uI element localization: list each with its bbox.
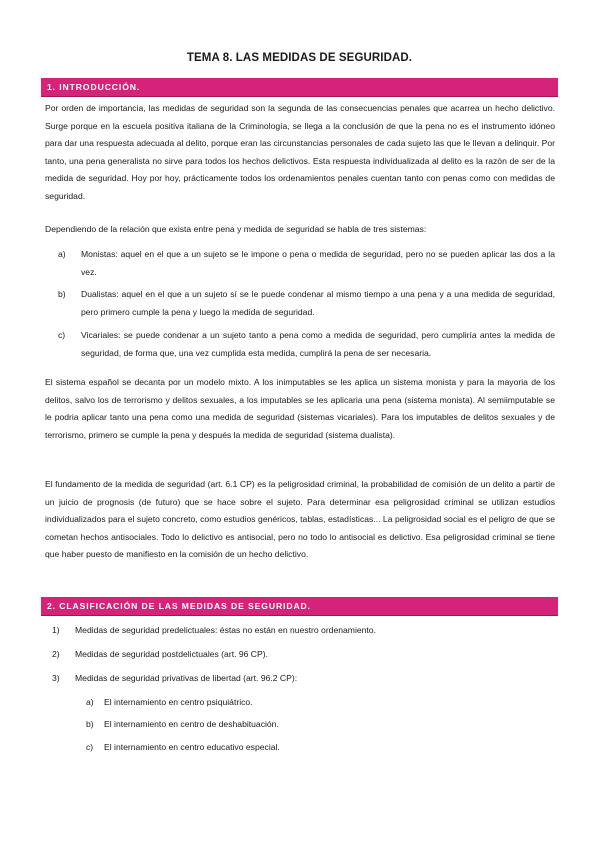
- section-heading-introduccion: [41, 78, 558, 97]
- section-heading-label: 1. INTRODUCCIÓN.: [47, 82, 141, 92]
- list-item-postdelictuales: [52, 646, 549, 664]
- section-heading-label: 2. CLASIFICACIÓN DE LAS MEDIDAS DE SEGURIDAD.: [47, 601, 311, 611]
- list-marker: c): [86, 742, 94, 752]
- list-marker: a): [58, 249, 66, 259]
- list-text: Monistas: aquel en el que a un sujeto se le impone o pena o medida de seguridad, pero no se pueden aplicar las dos a la vez.: [81, 249, 555, 277]
- list-marker: b): [58, 289, 66, 299]
- intro-paragraph: Por orden de importancia, las medidas de seguridad son la segunda de las consecuencias penales que acarrea un hecho delictivo. Surge porque en la escuela positiva italiana de la Criminología, se llega a la conclusión de que la pena no es el instrumento idóneo para dar una respuesta adecuada al delito, porque eran las circunstancias personales de cada sujeto las que le llevan a delinquir. Por tanto, una pena generalista no sirve para todos los hechos delictivos. Esta respuesta individualizada al delito es la razón de ser de la medida de seguridad. Hoy por hoy, prácticamente todos los ordenamientos penales cuentan tanto con penas como con medidas de seguridad.: [45, 103, 555, 201]
- sublist-item-educativo: [86, 739, 555, 757]
- list-text: El internamiento en centro de deshabituación.: [104, 719, 279, 729]
- list-marker: 1): [52, 625, 60, 635]
- list-text: Medidas de seguridad privativas de libertad (art. 96.2 CP):: [75, 673, 298, 683]
- list-item-privativas: [52, 670, 549, 688]
- list-item-dualistas: [58, 286, 555, 321]
- list-item-monistas: [58, 246, 555, 281]
- list-marker: 3): [52, 673, 60, 683]
- list-marker: b): [86, 719, 94, 729]
- list-item-predelictuales: [52, 622, 549, 640]
- list-text: El internamiento en centro educativo especial.: [104, 742, 280, 752]
- list-text: Medidas de seguridad predelictuales: éstas no están en nuestro ordenamiento.: [75, 625, 376, 635]
- list-marker: 2): [52, 649, 60, 659]
- list-text: Vicariales: se puede condenar a un sujeto tanto a pena como a medida de seguridad, pero cumpliría antes la medida de seguridad, de forma que, una vez cumplida esta medida, cumplirá la pena de ser necesaria.: [81, 330, 555, 358]
- list-text: Dualistas: aquel en el que a un sujeto sí se le puede condenar al mismo tiempo a una pena y a una medida de seguridad, pero primero cumple la pena y luego la medida de seguridad.: [81, 289, 555, 317]
- list-marker: a): [86, 697, 94, 707]
- list-text: Medidas de seguridad postdelictuales (art. 96 CP).: [75, 649, 268, 659]
- sublist-item-deshabituacion: [86, 716, 555, 734]
- list-text: El internamiento en centro psiquiátrico.: [104, 697, 253, 707]
- list-marker: c): [58, 330, 66, 340]
- foundation-paragraph: El fundamento de la medida de seguridad (art. 6.1 CP) es la peligrosidad criminal, la probabilidad de comisión de un delito a partir de un juicio de prognosis (de futuro) que se hace sobre el sujeto. Para determinar esa peligrosidad criminal se utilizan estudios individualizados para el sujeto concreto, como estudios genéricos, tablas, estadísticas... La peligrosidad social es el peligro de que se cometan hechos antisociales. Todo lo delictivo es antisocial, pero no todo lo antisocial es delictivo. Esa peligrosidad criminal se tiene que haber puesto de manifiesto en la comisión de un hecho delictivo.: [45, 479, 555, 559]
- systems-intro-paragraph: Dependiendo de la relación que exista entre pena y medida de seguridad se habla de tres sistemas:: [45, 224, 427, 234]
- page-title: TEMA 8. LAS MEDIDAS DE SEGURIDAD.: [186, 52, 413, 64]
- spanish-system-paragraph: El sistema español se decanta por un modelo mixto. A los inimputables se les aplica un sistema monista y para la mayoria de los delitos, salvo los de terrorismo y delitos sexuales, a los imputables se les aplicaria una pena (sistema monista). Al semiimputable se le podria aplicar tanto una pena como una medida de seguridad (sistemas vicariales). Para los imputables de delitos sexuales y de terrorismo, primero se cumple la pena y después la medida de seguridad (sistema dualista).: [45, 377, 555, 440]
- sublist-item-psiquiatrico: [86, 694, 555, 712]
- list-item-vicariales: [58, 327, 555, 362]
- section-heading-clasificacion: [41, 597, 558, 616]
